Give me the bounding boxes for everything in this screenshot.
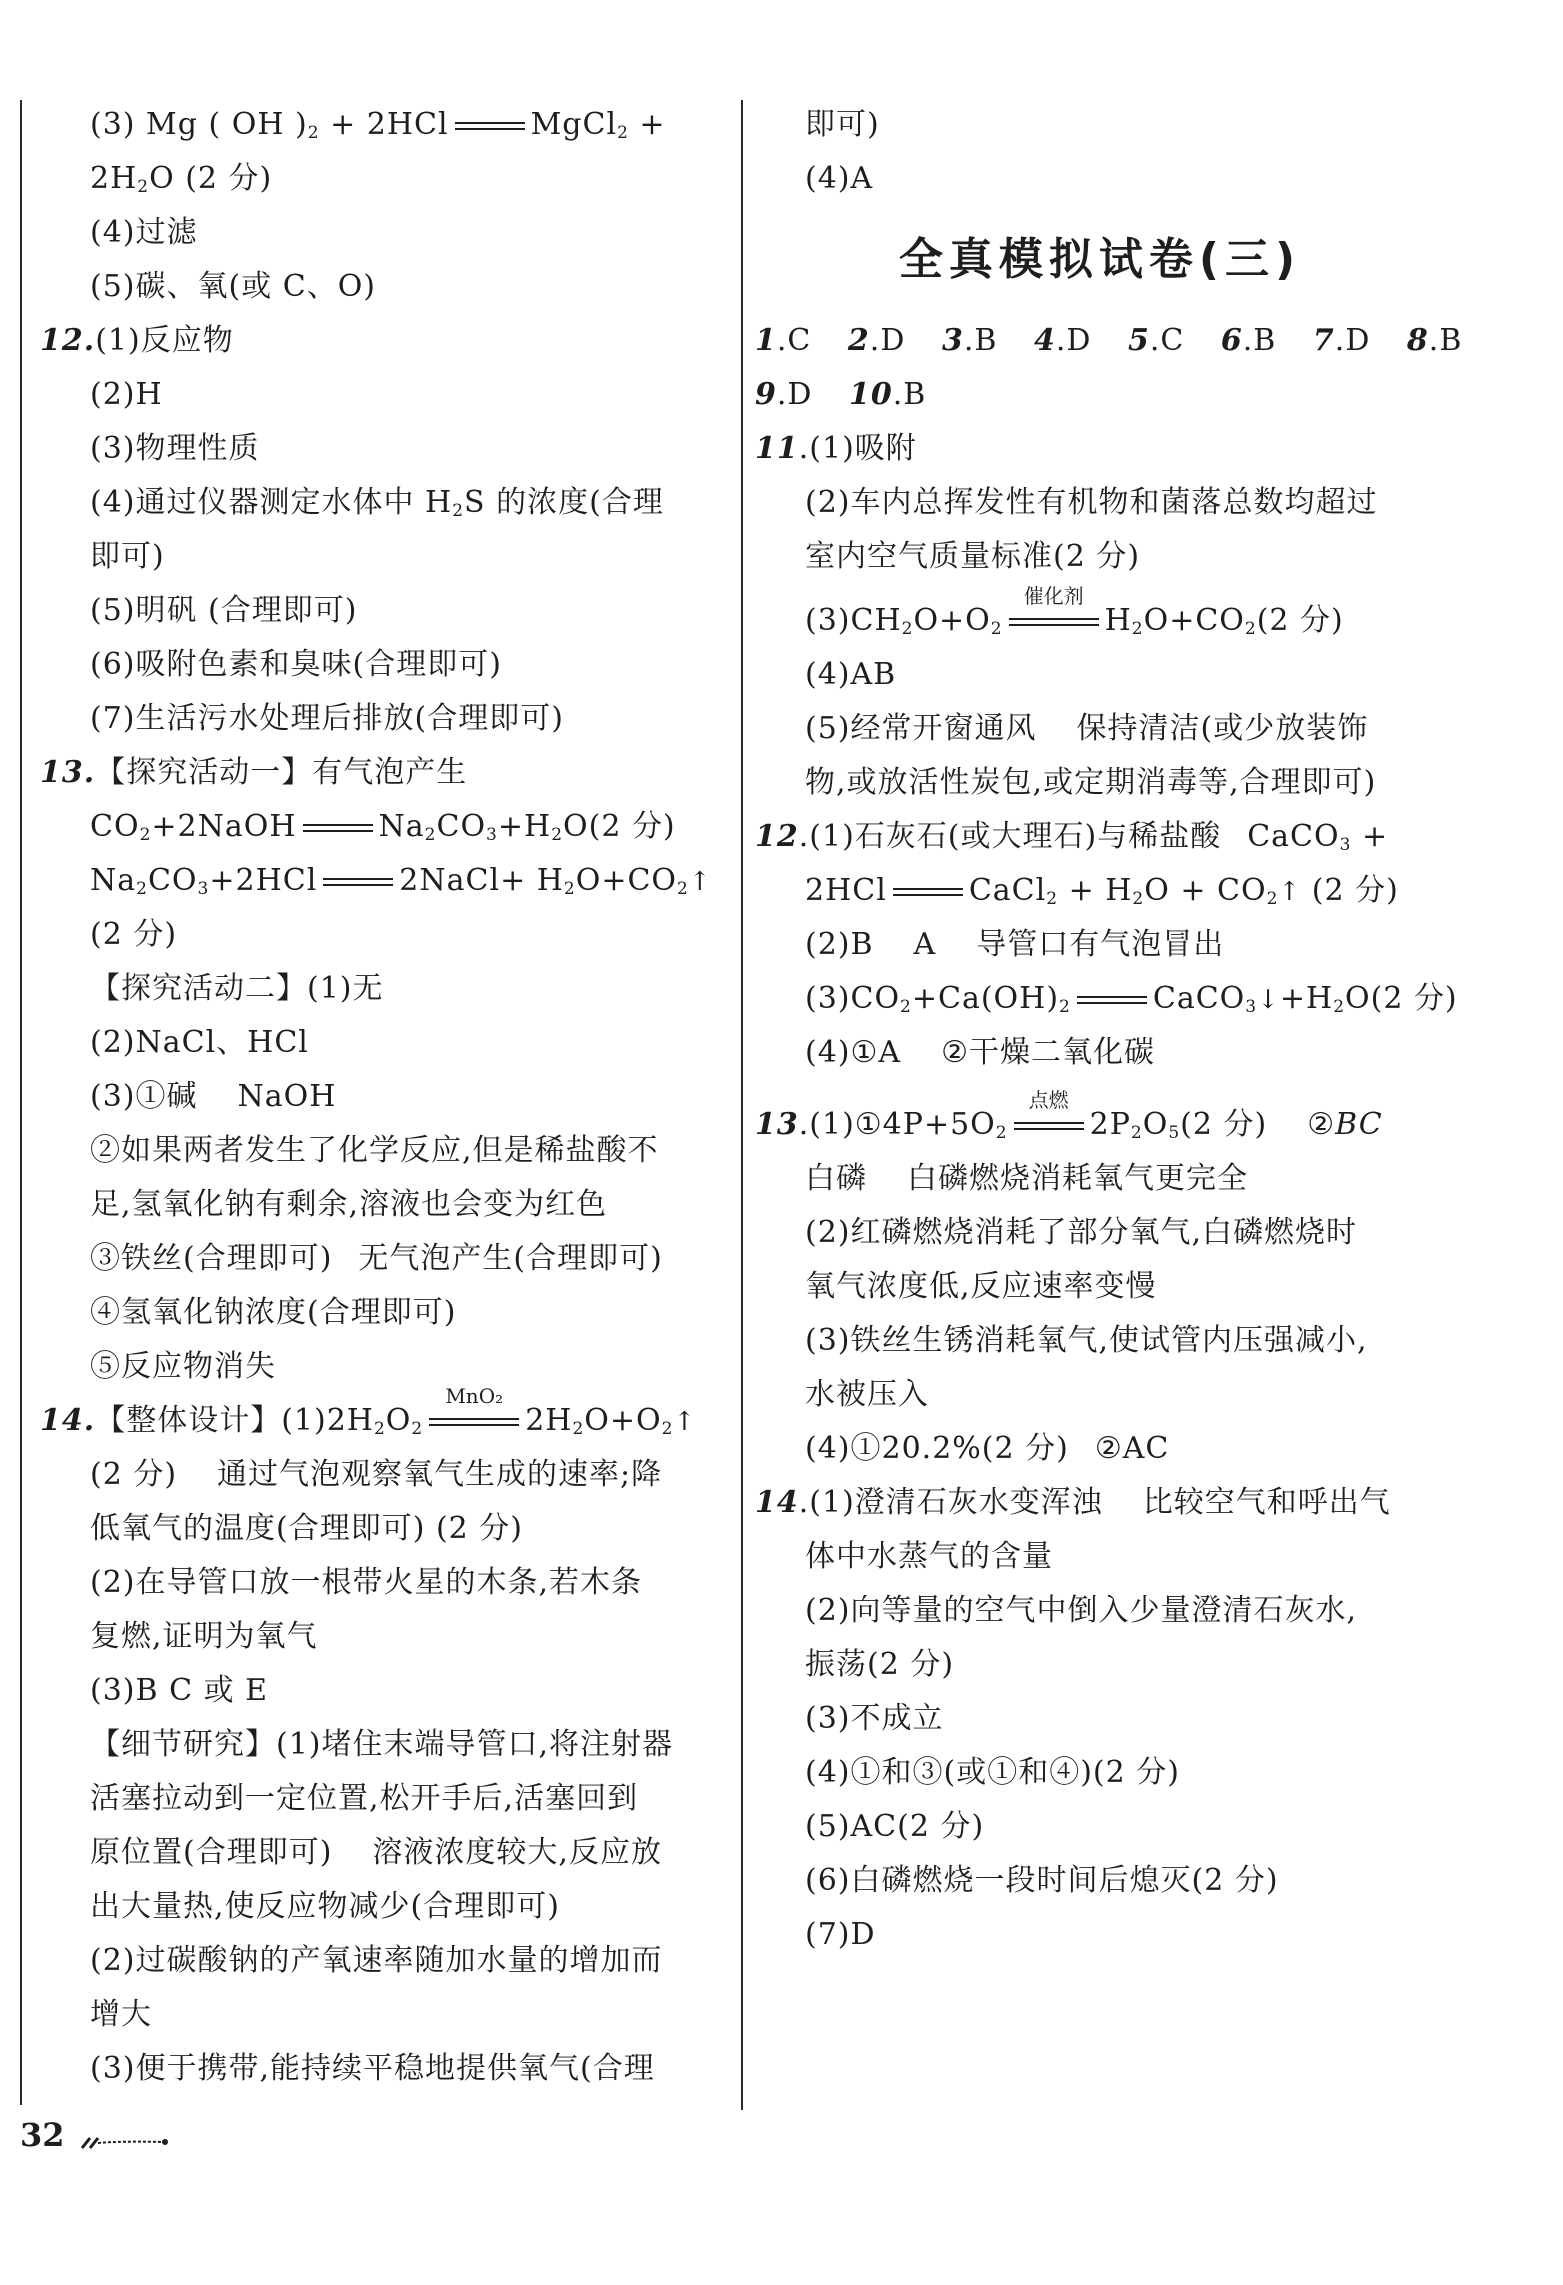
question-14: 14.(1)澄清石灰水变浑浊 比较空气和呼出气 — [755, 1485, 1391, 1520]
margin-rule — [20, 100, 22, 2105]
answer-line: 氧气浓度低,反应速率变慢 — [805, 1269, 1157, 1304]
answer-line: (7)生活污水处理后排放(合理即可) — [90, 701, 564, 736]
answer-line: 【细节研究】(1)堵住末端导管口,将注射器 — [90, 1727, 674, 1762]
answer-line: (5)经常开窗通风 保持清洁(或少放装饰 — [805, 711, 1369, 746]
answer-line: 复燃,证明为氧气 — [90, 1619, 318, 1654]
answer-line: (2)向等量的空气中倒入少量澄清石灰水, — [805, 1593, 1358, 1628]
answer-line: (3) Mg ( OH )$_2 + 2HCl$ MgCl$_2$ + — [90, 107, 666, 143]
page-number: 32 — [20, 2116, 65, 2154]
section-title: 全真模拟试卷(三) — [898, 234, 1302, 285]
multiple-choice-answers: 9.D 10.B — [755, 377, 927, 412]
answer-line: (2)NaCl、HCl — [90, 1025, 309, 1060]
answer-line: 出大量热,使反应物减少(合理即可) — [90, 1889, 560, 1924]
multiple-choice-answers: 1.C 2.D 3.B 4.D 5.C 6.B 7.D 8.B — [755, 323, 1463, 358]
answer-line: (3)B C 或 E — [90, 1673, 269, 1708]
answer-line: ③铁丝(合理即可) 无气泡产生(合理即可) — [90, 1241, 663, 1276]
answer-line: ②如果两者发生了化学反应,但是稀盐酸不 — [90, 1133, 659, 1168]
answer-line: (4)AB — [805, 657, 897, 692]
answer-line: (4)过滤 — [90, 215, 198, 250]
answer-line: (2)H — [90, 377, 163, 412]
equation-line: $CO_2+2NaOH$ $Na_2CO_3+H_2O(2$ 分) — [90, 809, 676, 845]
right-column — [755, 98, 1463, 1962]
answer-line: 原位置(合理即可) 溶液浓度较大,反应放 — [90, 1835, 662, 1870]
answer-line: 增大 — [90, 1997, 152, 2032]
answer-line: (3)铁丝生锈消耗氧气,使试管内压强减小, — [805, 1323, 1368, 1358]
catalyst-label: MnO₂ — [445, 1384, 504, 1408]
answer-line: 白磷 白磷燃烧消耗氧气更完全 — [805, 1161, 1248, 1196]
answer-line: (4)通过仪器测定水体中 $H_2S$ 的浓度(合理 — [90, 485, 664, 521]
answer-line: (2)在导管口放一根带火星的木条,若木条 — [90, 1565, 643, 1600]
answer-line: (2)红磷燃烧消耗了部分氧气,白磷燃烧时 — [805, 1215, 1358, 1250]
answer-line: 物,或放活性炭包,或定期消毒等,合理即可) — [805, 765, 1377, 800]
answer-line: 即可) — [805, 107, 880, 142]
answer-line: ④氢氧化钠浓度(合理即可) — [90, 1295, 457, 1330]
question-14: 14.【整体设计】$(1)2H_2O_2$ MnO₂ $2H_2O+O_2↑$ — [40, 1384, 697, 1439]
answer-line: (2 分) — [90, 917, 178, 952]
answer-line: ⑤反应物消失 — [90, 1349, 276, 1384]
answer-line: 活塞拉动到一定位置,松开手后,活塞回到 — [90, 1781, 639, 1816]
equation-line: $(3)CO_2+Ca(OH)_2$ $CaCO_3↓+H_2O(2$ 分) — [805, 981, 1458, 1017]
answer-line: (4)A — [805, 161, 874, 196]
answer-line: (4)①20.2%(2 分) ②AC — [805, 1431, 1170, 1466]
answer-line: (2)车内总挥发性有机物和菌落总数均超过 — [805, 485, 1378, 520]
question-12: 12.(1)反应物 — [40, 323, 234, 358]
answer-line: (2)过碳酸钠的产氧速率随加水量的增加而 — [90, 1943, 663, 1978]
left-column — [40, 98, 730, 2096]
answer-line: (5)AC(2 分) — [805, 1809, 985, 1844]
answer-line: 振荡(2 分) — [805, 1647, 955, 1682]
answer-line: (2)B A 导管口有气泡冒出 — [805, 927, 1225, 962]
question-13: 13.【探究活动一】有气泡产生 — [40, 755, 468, 790]
equation-line: $(3)CH_2O+O_2$ 催化剂 $H_2O+CO_2(2$ 分) — [805, 584, 1344, 639]
answer-line: 体中水蒸气的含量 — [805, 1539, 1053, 1574]
answer-line: 即可) — [90, 539, 165, 574]
answer-line: $2H_2O$ (2 分) — [90, 161, 273, 197]
answer-line: 足,氢氧化钠有剩余,溶液也会变为红色 — [90, 1187, 608, 1222]
answer-line: 水被压入 — [805, 1377, 929, 1412]
question-12: 12.(1)石灰石(或大理石)与稀盐酸 CaCO$_3$ + — [755, 819, 1389, 855]
page-footer — [20, 2110, 170, 2160]
answer-line: (5)碳、氧(或 C、O) — [90, 269, 376, 304]
answer-line: (4)①和③(或①和④)(2 分) — [805, 1755, 1180, 1790]
answer-line: (3)物理性质 — [90, 431, 260, 466]
question-11: 11.(1)吸附 — [755, 431, 917, 466]
answer-line: 低氧气的温度(合理即可) (2 分) — [90, 1511, 523, 1546]
answer-line: (2 分) 通过气泡观察氧气生成的速率;降 — [90, 1457, 663, 1492]
answer-line: 【探究活动二】(1)无 — [90, 971, 384, 1006]
equation-line: $Na_2CO_3+2HCl$ 2NaCl+ $H_2O+CO_2↑$ — [90, 863, 712, 899]
answer-line: 室内空气质量标准(2 分) — [805, 539, 1141, 574]
answer-line: (4)①A ②干燥二氧化碳 — [805, 1035, 1155, 1070]
catalyst-label: 催化剂 — [1023, 584, 1084, 608]
ignition-label: 点燃 — [1028, 1088, 1069, 1112]
column-divider — [741, 100, 743, 2110]
answer-line: (6)白磷燃烧一段时间后熄灭(2 分) — [805, 1863, 1279, 1898]
decorative-swoosh-icon — [80, 2132, 170, 2152]
answer-line: (7)D — [805, 1917, 876, 1952]
answer-line: (3)不成立 — [805, 1701, 944, 1736]
question-13: $13.(1)①4P+5O_2$ 点燃 $2P_2O_5(2$ 分) ②BC — [755, 1088, 1383, 1143]
answer-line: (3)便于携带,能持续平稳地提供氧气(合理 — [90, 2051, 655, 2086]
answer-line: (5)明矾 (合理即可) — [90, 593, 358, 628]
answer-line: (3)①碱 NaOH — [90, 1079, 337, 1114]
equation-line: 2HCl CaCl$_2$ + $H_2O$ + $CO_2↑$ (2 分) — [805, 873, 1399, 909]
answer-line: (6)吸附色素和臭味(合理即可) — [90, 647, 502, 682]
